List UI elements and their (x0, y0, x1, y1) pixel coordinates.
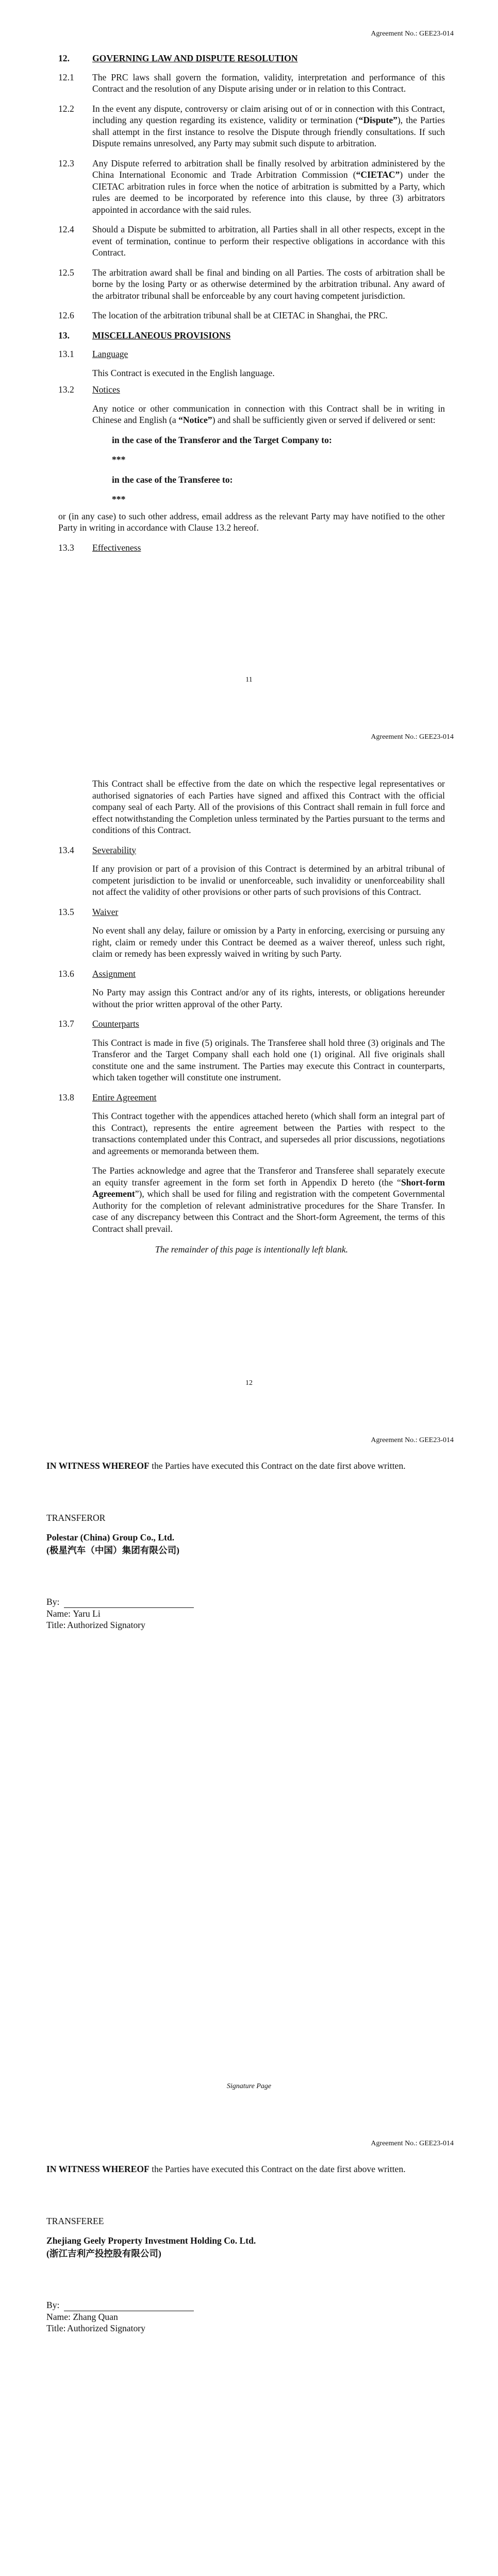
signatory-title: Authorized Signatory (67, 1620, 145, 1630)
page-body (58, 778, 445, 1256)
signatory-name-row: Name: Yaru Li (46, 1608, 101, 1619)
party-role: TRANSFEREE (46, 2215, 104, 2226)
signature-block (46, 2163, 449, 2334)
witness-statement: IN WITNESS WHEREOF the Parties have executed this Contract on the date first above written. (46, 2164, 406, 2174)
clause-13-1: 13.1 Language This Contract is executed in the English language. (58, 349, 275, 378)
signature-page-transferee (0, 2110, 498, 2576)
agreement-number: Agreement No.: GEE23-014 (371, 30, 454, 38)
signature-field (64, 1599, 194, 1608)
signature-page-transferor (0, 1406, 498, 2110)
signature-line: By: (46, 1596, 449, 1608)
agreement-number: Agreement No.: GEE23-014 (371, 2140, 454, 2147)
intentionally-blank-note: The remainder of this page is intentionally left blank. (155, 1244, 348, 1255)
clause-13-3-body: This Contract shall be effective from the date on which the respective legal representatives or authorised signatories of each Parties have signed and affixed this Contract with the official company seal of each Party. All of the provisions of this Contract shall remain in full force and effect notwithstanding the Completion unless terminated by the Parties pursuant to the terms and conditions of this Contract. (92, 778, 445, 835)
signatory-title-row: Title: Authorized Signatory (46, 2323, 145, 2333)
signatory-name: Yaru Li (73, 1608, 101, 1619)
clause-12-5: 12.5 The arbitration award shall be final and binding on all Parties. The costs of arbitration shall be borne by the losing Party or as otherwise determined by the arbitration tribunal. Any award of the arbitrator tribunal shall be enforceable by any court having competent jurisdiction. (58, 267, 445, 301)
section-12-heading: 12. GOVERNING LAW AND DISPUTE RESOLUTION (58, 53, 298, 63)
notices-tail: or (in any case) to such other address, email address as the relevant Party may have notified to the other Party in writing in accordance with Clause 13.2 hereof. (58, 511, 445, 533)
signature-field (64, 2302, 194, 2311)
clause-12-1: 12.1 The PRC laws shall govern the formation, validity, interpretation and performance of this Contract and the resolution of any Dispute arising under or in relation to this Contract. (58, 72, 445, 94)
clause-12-6: 12.6 The location of the arbitration tribunal shall be at CIETAC in Shanghai, the PRC. (58, 310, 388, 320)
party-role: TRANSFEROR (46, 1512, 106, 1523)
clause-13-5: 13.5 Waiver No event shall any delay, failure or omission by a Party in enforcing, exercising or pursuing any right, claim or remedy under this Contract be deemed as a waiver thereof, unless such right, claim or remedy has been expressly waived in writing by such Party. (58, 906, 445, 959)
signatory-title: Authorized Signatory (67, 2323, 145, 2333)
clause-13-3-heading: 13.3 Effectiveness (58, 542, 141, 553)
agreement-number: Agreement No.: GEE23-014 (371, 1436, 454, 1444)
clause-13-4: 13.4 Severability If any provision or part of a provision of this Contract is determined by an arbitral tribunal of competent jurisdiction to be invalid or unenforceable, such invalidity or unenforceability shall not affect the validity of other provisions or other parts of such provisions of this Contract. (58, 844, 445, 897)
clause-13-7: 13.7 Counterparts This Contract is made in five (5) originals. The Transferee shall hold three (3) originals and The Transferor and the Target Company shall each hold one (1) original. All five originals shall constitute one and the same instrument. The Parties may execute this Contract in counterparts, which taken together will constitute one instrument. (58, 1019, 445, 1082)
clause-12-2: 12.2 In the event any dispute, controversy or claim arising out of or in connection with this Contract, including any question regarding its existence, validity or termination (“Dispute”), the Parties shall attempt in the first instance to resolve the Dispute through friendly consultations. If such Dispute remains unresolved, any Party may submit such dispute to arbitration. (58, 103, 445, 148)
company-name-cn: (浙江吉利产投控股有限公司) (46, 2248, 161, 2259)
clause-12-4: 12.4 Should a Dispute be submitted to arbitration, all Parties shall in all other respects, except in the event of termination, continue to perform their respective obligations in accordance with this Contract. (58, 224, 445, 258)
company-name-cn: (极星汽车（中国）集团有限公司) (46, 1545, 180, 1555)
page-11 (0, 0, 498, 703)
signature-block (46, 1460, 449, 1631)
agreement-number: Agreement No.: GEE23-014 (371, 733, 454, 741)
company-name: Polestar (China) Group Co., Ltd. (46, 1532, 175, 1543)
company-name: Zhejiang Geely Property Investment Holding Co. Ltd. (46, 2235, 256, 2246)
page-number: 12 (245, 1379, 253, 1387)
clause-12-3: 12.3 Any Dispute referred to arbitration shall be finally resolved by arbitration administered by the China International Economic and Trade Arbitration Commission (“CIETAC”) under the CIETAC arbitration rules in force when the notice of arbitration is submitted by a Party, which rules are deemed to be incorporated by reference into this clause, by three (3) arbitrators appointed in accordance with the said rules. (58, 158, 445, 215)
clause-13-8: 13.8 Entire Agreement This Contract together with the appendices attached hereto (which shall form an integral part of this Contract), represents the entire agreement between the Parties with respect to the transactions contemplated under this Contract, and supersedes all prior discussions, negotiations and agreements or memoranda between them. The Parties acknowledge and agree that the Transferor and Transferee shall separately execute an equity transfer agreement in the form set forth in Appendix D hereto (the “Short-form Agreement”), which shall be used for filing and registration with the competent Governmental Authority for the completion of relevant administrative procedures for the Share Transfer. In case of any discrepancy between this Contract and the Short-form Agreement, the terms of this Contract shall prevail. (58, 1092, 445, 1234)
witness-statement: IN WITNESS WHEREOF the Parties have executed this Contract on the date first above written. (46, 1461, 406, 1471)
page-12 (0, 703, 498, 1406)
signature-page-label: Signature Page (226, 2082, 272, 2090)
signatory-name-row: Name: Zhang Quan (46, 2311, 118, 2322)
signatory-title-row: Title: Authorized Signatory (46, 1620, 145, 1630)
clause-13-6: 13.6 Assignment No Party may assign this Contract and/or any of its rights, interests, or obligations hereunder without the prior written approval of the other Party. (58, 968, 445, 1009)
page-body (58, 53, 445, 553)
page-number: 11 (245, 676, 253, 684)
signatory-name: Zhang Quan (73, 2311, 118, 2322)
clause-13-2: 13.2 Notices Any notice or other communication in connection with this Contract shall be in writing in Chinese and English (a “Notice”) and shall be sufficiently given or served if delivered or sent: in the case of the Transferor and the Target Company to: *** in the case of the Transferee to: *** (58, 384, 445, 504)
section-13-heading: 13. MISCELLANEOUS PROVISIONS (58, 330, 231, 341)
signature-line: By: (46, 2299, 449, 2311)
